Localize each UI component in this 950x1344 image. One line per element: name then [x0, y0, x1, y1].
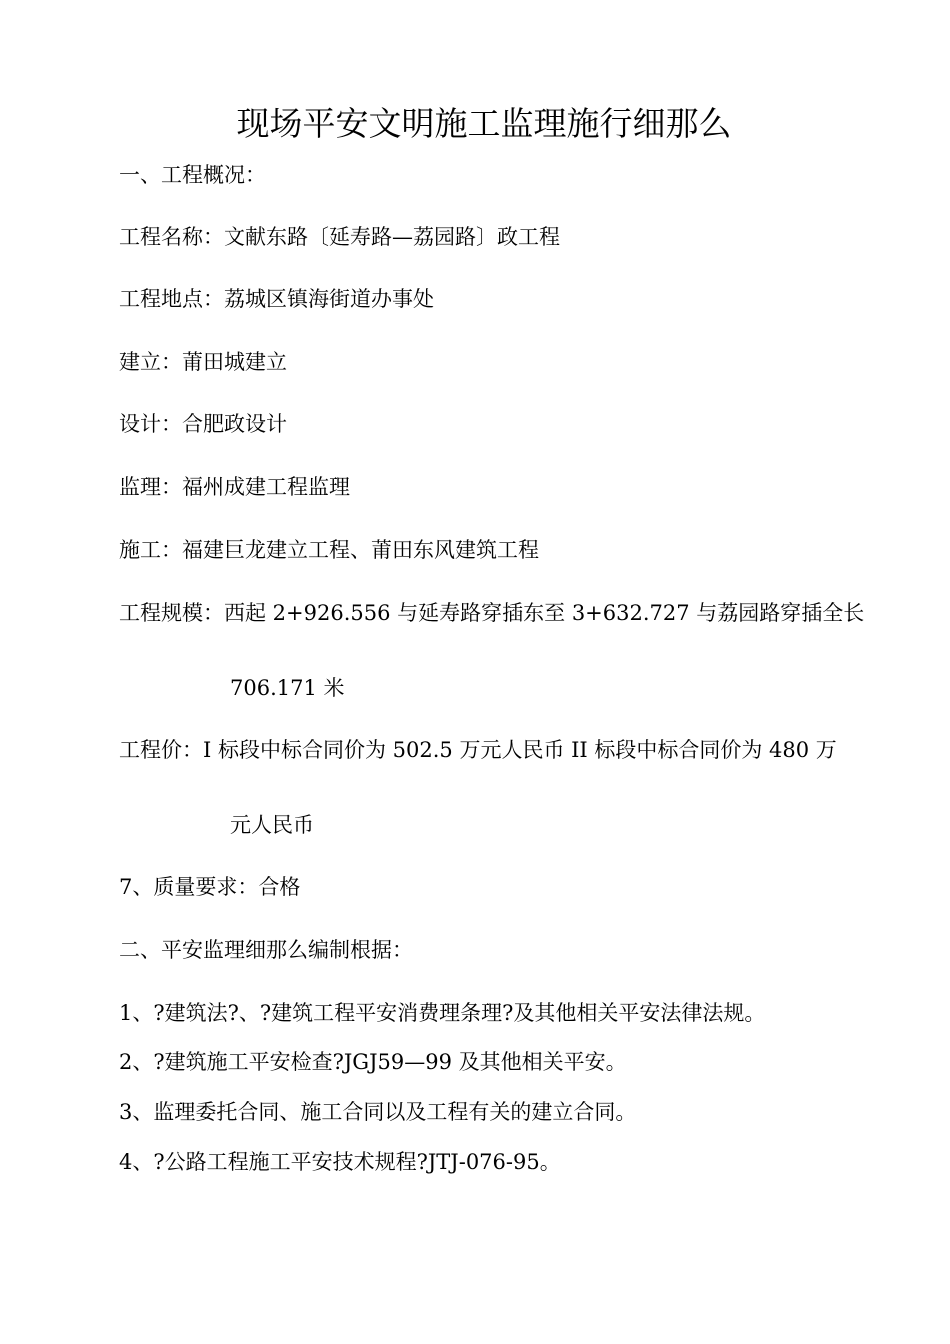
project-price-line: 工程价：I 标段中标合同价为 502.5 万元人民币 II 标段中标合同价为 480 万: [119, 738, 837, 762]
project-name-line: 工程名称：文献东路〔延寿路—荔园路〕政工程: [119, 225, 560, 249]
section-heading-basis: 二、平安监理细那么编制根据：: [119, 938, 413, 962]
quality-requirement-line: 7、质量要求：合格: [119, 875, 301, 899]
basis-item-4: 4、?公路工程施工平安技术规程?JTJ-076-95。: [119, 1150, 561, 1174]
project-scale-continuation: 706.171 米: [230, 676, 345, 700]
design-line: 设计：合肥政设计: [119, 412, 287, 436]
basis-item-2: 2、?建筑施工平安检查?JGJ59—99 及其他相关平安。: [119, 1050, 627, 1074]
project-price-continuation: 元人民币: [230, 813, 314, 837]
construction-line: 施工：福建巨龙建立工程、莆田东风建筑工程: [119, 538, 539, 562]
builder-line: 建立：莆田城建立: [119, 350, 287, 374]
basis-item-3: 3、监理委托合同、施工合同以及工程有关的建立合同。: [119, 1100, 637, 1124]
project-location-line: 工程地点：荔城区镇海街道办事处: [119, 287, 434, 311]
basis-item-1: 1、?建筑法?、?建筑工程平安消费理条理?及其他相关平安法律法规。: [119, 1001, 766, 1025]
section-heading-overview: 一、工程概况：: [119, 163, 266, 187]
document-title: 现场平安文明施工监理施行细那么: [236, 104, 732, 143]
project-scale-line: 工程规模：西起 2+926.556 与延寿路穿插东至 3+632.727 与荔园路穿插全长: [119, 601, 865, 625]
supervision-line: 监理：福州成建工程监理: [119, 475, 350, 499]
